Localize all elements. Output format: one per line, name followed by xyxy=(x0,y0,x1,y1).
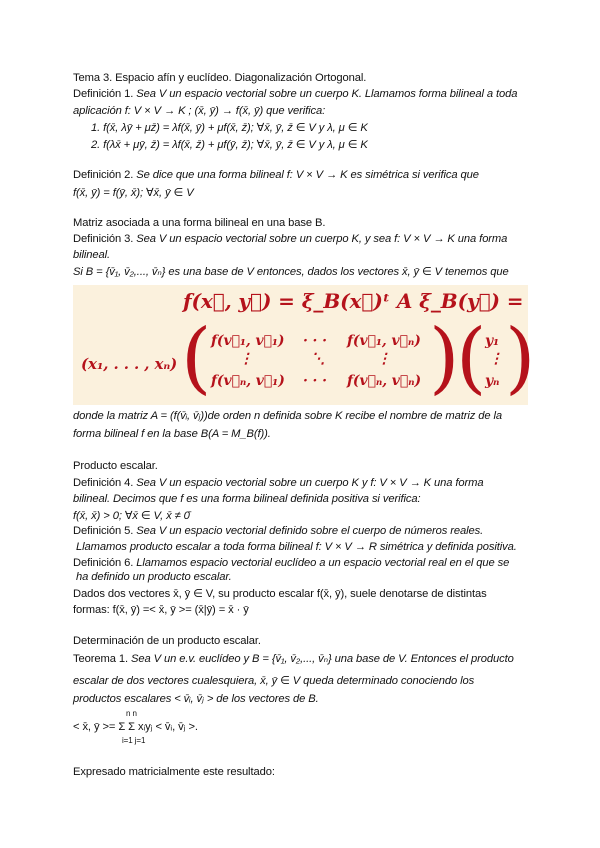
theorem-1-label: Teorema 1. xyxy=(73,653,128,665)
matrix-cell-11: f(v⃗₁, v⃗₁) xyxy=(211,333,285,349)
definition-2-formula: f(x̄, ȳ) = f(ȳ, x̄); ∀x̄, ȳ ∈ V xyxy=(73,187,194,199)
definition-6-label: Definición 6. xyxy=(73,557,134,569)
matrix-description-2: forma bilineal f en la base B(A = M_B(f)). xyxy=(73,428,271,440)
definition-1-label: Definición 1. xyxy=(73,88,134,100)
definition-3-line-1 xyxy=(73,232,507,246)
theorem-1-line-1 xyxy=(73,652,514,666)
theorem-1-text: Sea V un e.v. euclídeo y B = {v̄₁, v̄₂,..., v̄ₙ} una base de V. Entonces el producto xyxy=(127,653,514,665)
property-2: 2. f(λx̄ + μȳ, z̄) = λf(x̄, z̄) + μf(ȳ, z̄); ∀x̄, ȳ, z̄ ∈ V y λ, μ ∈ K xyxy=(91,139,368,151)
definition-3-text: Sea V un espacio vectorial sobre un cuerpo K, y sea f: V × V → K una forma xyxy=(133,233,508,245)
matrix-cell-22: ⋱ xyxy=(311,351,325,367)
theorem-1-line-3: productos escalares < v̄ᵢ, v̄ⱼ > de los vectores de B. xyxy=(73,693,319,705)
formula-row-vector: (x₁, . . . , xₙ) xyxy=(81,355,178,373)
matrix-cell-31: f(v⃗ₙ, v⃗₁) xyxy=(211,373,285,389)
definition-3-line-2: bilineal. xyxy=(73,249,111,261)
subsection-scalar-product: Producto escalar. xyxy=(73,460,158,472)
matrix-description-1: donde la matriz A = (f(v̄ᵢ, v̄ⱼ))de orden n definida sobre K recibe el nombre de matriz de la xyxy=(73,410,503,422)
subsection-determination: Determinación de un producto escalar. xyxy=(73,635,261,647)
definition-2-line-1 xyxy=(73,168,479,182)
matrix-cell-23: ⋮ xyxy=(377,351,391,367)
definition-6-text: Llamamos espacio vectorial euclídeo a un espacio vectorial real en el que se xyxy=(133,557,510,569)
matrix-cell-12: · · · xyxy=(303,333,327,349)
matrix-cell-21: ⋮ xyxy=(239,351,253,367)
section-title: Tema 3. Espacio afín y euclídeo. Diagonalización Ortogonal. xyxy=(73,72,367,84)
definition-6-line-1 xyxy=(73,556,509,570)
matrix-cell-33: f(v⃗ₙ, v⃗ₙ) xyxy=(347,373,422,389)
definition-6-line-2: ha definido un producto escalar. xyxy=(76,571,232,583)
matrix-cell-32: · · · xyxy=(303,373,327,389)
left-paren-matrix: ( xyxy=(181,313,212,403)
vector-yn: yₙ xyxy=(485,373,500,389)
definition-3-label: Definición 3. xyxy=(73,233,134,245)
definition-3-line-3: Si B = {v̄₁, v̄₂,..., v̄ₙ} es una base de V entonces, dados los vectores x̄, ȳ ∈ V tenemos que xyxy=(73,266,509,278)
formula-top: f(x⃗, y⃗) = ξ_B(x⃗)ᵗ A ξ_B(y⃗) = xyxy=(183,289,524,313)
scalar-product-formula: < x̄, ȳ >= Σ Σ xᵢyⱼ < v̄ᵢ, v̄ⱼ >. xyxy=(73,721,198,733)
matrix-expression-intro: Expresado matricialmente este resultado: xyxy=(73,766,275,778)
right-paren-vector: ) xyxy=(505,313,536,403)
vector-y1: y₁ xyxy=(485,333,500,349)
notation-line-1: Dados dos vectores x̄, ȳ ∈ V, su producto escalar f(x̄, ȳ), suele denotarse de distintas xyxy=(73,588,487,600)
subsection-matrix: Matriz asociada a una forma bilineal en una base B. xyxy=(73,217,326,229)
right-paren-matrix: ) xyxy=(429,313,460,403)
property-1: 1. f(x̄, λȳ + μz̄) = λf(x̄, ȳ) + μf(x̄, z̄); ∀x̄, ȳ, z̄ ∈ V y λ, μ ∈ K xyxy=(91,122,368,134)
vector-dots: ⋮ xyxy=(489,351,503,367)
theorem-1-line-2: escalar de dos vectores cualesquiera, x̄, ȳ ∈ V queda determinado conociendo los xyxy=(73,675,475,687)
definition-5-text: Sea V un espacio vectorial definido sobre el cuerpo de números reales. xyxy=(133,525,484,537)
notation-line-2: formas: f(x̄, ȳ) =< x̄, ȳ >= (x̄|ȳ) = x̄ · ȳ xyxy=(73,604,249,616)
matrix-cell-13: f(v⃗₁, v⃗ₙ) xyxy=(347,333,421,349)
definition-1-text: Sea V un espacio vectorial sobre un cuerpo K. Llamamos forma bilineal a toda xyxy=(133,88,518,100)
definition-5-line-2: Llamamos producto escalar a toda forma bilineal f: V × V → R simétrica y definida positiva. xyxy=(76,541,517,553)
definition-4-line-1 xyxy=(73,476,484,490)
definition-1-line-1 xyxy=(73,87,517,101)
definition-2-text: Se dice que una forma bilineal f: V × V → K es simétrica si verifica que xyxy=(133,169,479,181)
definition-2-label: Definición 2. xyxy=(73,169,134,181)
definition-4-line-2: bilineal. Decimos que f es una forma bilineal definida positiva si verifica: xyxy=(73,493,421,505)
left-paren-vector: ( xyxy=(456,313,487,403)
definition-5-line-1 xyxy=(73,524,483,538)
definition-1-line-2: aplicación f: V × V → K ; (x̄, ȳ) → f(x̄, ȳ) que verifica: xyxy=(73,105,326,117)
definition-4-text: Sea V un espacio vectorial sobre un cuerpo K y f: V × V → K una forma xyxy=(133,477,484,489)
definition-4-formula: f(x̄, x̄) > 0; ∀x̄ ∈ V, x̄ ≠ 0̄ xyxy=(73,510,190,522)
sum-upper-limits: n n xyxy=(126,709,137,718)
definition-4-label: Definición 4. xyxy=(73,477,134,489)
sum-lower-limits: i=1 j=1 xyxy=(122,736,146,745)
formula-box xyxy=(73,285,536,405)
definition-5-label: Definición 5. xyxy=(73,525,134,537)
